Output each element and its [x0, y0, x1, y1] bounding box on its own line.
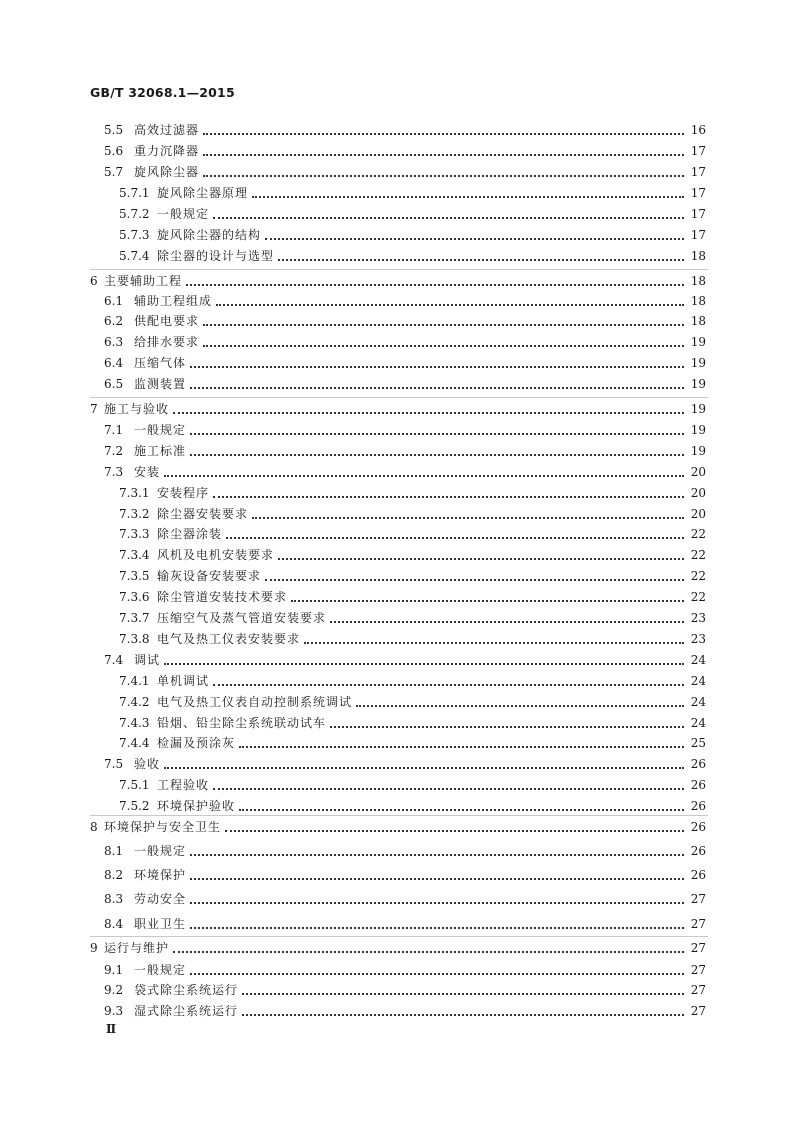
toc-entry[interactable]	[119, 713, 706, 733]
toc-entry-number: 7.3.8	[119, 632, 150, 646]
toc-entry-page: 18	[690, 249, 706, 263]
toc-dot-leader	[173, 951, 684, 953]
toc-entry[interactable]	[119, 246, 706, 266]
toc-entry-title: 旋风除尘器原理	[157, 186, 249, 200]
toc-entry[interactable]	[104, 841, 706, 861]
toc-entry-page: 24	[690, 653, 706, 667]
toc-entry[interactable]	[104, 980, 706, 1000]
toc-entry-title: 安装程序	[157, 486, 210, 500]
toc-entry[interactable]	[104, 960, 706, 980]
toc-entry-title: 一般规定	[134, 963, 187, 977]
toc-entry[interactable]	[119, 183, 706, 203]
toc-entry-number: 6.2	[104, 314, 124, 328]
toc-dot-leader	[252, 196, 684, 198]
toc-entry-title: 铅烟、铅尘除尘系统联动试车	[157, 716, 327, 730]
toc-entry-page: 18	[690, 314, 706, 328]
toc-entry-page: 20	[690, 465, 706, 479]
toc-entry-number: 5.7.1	[119, 186, 150, 200]
toc-dot-leader	[190, 854, 684, 856]
toc-entry-title: 电气及热工仪表自动控制系统调试	[157, 695, 353, 709]
toc-entry-title: 工程验收	[157, 778, 210, 792]
toc-entry-title: 检漏及预涂灰	[157, 736, 236, 750]
toc-entry-title: 安装	[134, 465, 161, 479]
toc-entry-title: 风机及电机安装要求	[157, 548, 275, 562]
toc-entry-page: 20	[690, 486, 706, 500]
toc-entry-title: 职业卫生	[134, 917, 187, 931]
toc-entry-page: 19	[690, 356, 706, 370]
toc-dot-leader	[225, 830, 684, 832]
toc-entry-number: 7	[90, 402, 98, 416]
toc-entry-page: 26	[690, 844, 706, 858]
toc-entry-page: 17	[690, 228, 706, 242]
toc-entry-number: 7.2	[104, 444, 124, 458]
toc-entry-number: 7.5.2	[119, 799, 150, 813]
toc-entry-number: 5.7	[104, 165, 124, 179]
chapter-divider	[90, 269, 708, 270]
toc-entry-title: 单机调试	[157, 674, 210, 688]
toc-entry[interactable]	[104, 420, 706, 440]
toc-entry[interactable]	[104, 754, 706, 774]
toc-entry-title: 环境保护	[134, 868, 187, 882]
toc-entry-page: 19	[690, 423, 706, 437]
toc-dot-leader	[265, 579, 684, 581]
toc-entry-page: 23	[690, 611, 706, 625]
toc-entry-title: 袋式除尘系统运行	[134, 983, 239, 997]
toc-entry-number: 7.3.3	[119, 527, 150, 541]
toc-entry-title: 供配电要求	[134, 314, 200, 328]
toc-entry[interactable]	[119, 566, 706, 586]
toc-entry-title: 劳动安全	[134, 892, 187, 906]
toc-entry-page: 19	[690, 444, 706, 458]
toc-entry-page: 27	[690, 983, 706, 997]
toc-entry-page: 17	[690, 165, 706, 179]
toc-dot-leader	[164, 767, 684, 769]
toc-entry-page: 27	[690, 1004, 706, 1018]
toc-entry-page: 26	[690, 799, 706, 813]
toc-entry[interactable]	[104, 441, 706, 461]
toc-entry[interactable]	[90, 938, 706, 958]
toc-entry-page: 17	[690, 207, 706, 221]
toc-entry-number: 7.3.4	[119, 548, 150, 562]
toc-entry[interactable]	[119, 608, 706, 628]
toc-dot-leader	[203, 345, 684, 347]
toc-entry[interactable]	[119, 545, 706, 565]
toc-entry-page: 26	[690, 820, 706, 834]
toc-entry-title: 湿式除尘系统运行	[134, 1004, 239, 1018]
toc-entry[interactable]	[119, 524, 706, 544]
toc-entry-page: 19	[690, 335, 706, 349]
toc-entry-page: 24	[690, 674, 706, 688]
toc-entry-title: 重力沉降器	[134, 144, 200, 158]
toc-dot-leader	[203, 133, 684, 135]
toc-dot-leader	[213, 684, 684, 686]
toc-entry-title: 除尘管道安装技术要求	[157, 590, 288, 604]
toc-entry-title: 辅助工程组成	[134, 294, 213, 308]
toc-entry-number: 7.5.1	[119, 778, 150, 792]
toc-dot-leader	[304, 642, 684, 644]
toc-dot-leader	[242, 1014, 684, 1016]
toc-entry-number: 7.3.1	[119, 486, 150, 500]
toc-entry-title: 环境保护验收	[157, 799, 236, 813]
chapter-divider	[90, 936, 708, 937]
toc-entry-title: 施工与验收	[104, 402, 170, 416]
toc-entry-number: 5.6	[104, 144, 124, 158]
toc-entry[interactable]	[104, 291, 706, 311]
toc-dot-leader	[242, 993, 684, 995]
toc-entry-title: 施工标准	[134, 444, 187, 458]
toc-entry-title: 输灰设备安装要求	[157, 569, 262, 583]
toc-entry-page: 16	[690, 123, 706, 137]
toc-entry-number: 7.4	[104, 653, 124, 667]
toc-entry-page: 24	[690, 716, 706, 730]
toc-entry-page: 27	[690, 892, 706, 906]
toc-entry[interactable]	[104, 1001, 706, 1021]
toc-entry[interactable]	[104, 332, 706, 352]
toc-entry-title: 运行与维护	[104, 941, 170, 955]
chapter-divider	[90, 815, 708, 816]
toc-entry[interactable]	[104, 120, 706, 140]
toc-entry-title: 除尘器安装要求	[157, 507, 249, 521]
toc-entry[interactable]	[104, 141, 706, 161]
toc-entry[interactable]	[119, 796, 706, 816]
toc-dot-leader	[252, 517, 684, 519]
toc-entry-page: 26	[690, 778, 706, 792]
toc-entry-page: 22	[690, 569, 706, 583]
toc-entry-page: 24	[690, 695, 706, 709]
toc-entry-number: 7.4.4	[119, 736, 150, 750]
toc-entry[interactable]	[119, 504, 706, 524]
toc-dot-leader	[213, 217, 684, 219]
toc-entry[interactable]	[104, 162, 706, 182]
toc-entry-title: 旋风除尘器	[134, 165, 200, 179]
toc-entry-title: 一般规定	[134, 423, 187, 437]
toc-entry-number: 7.3.2	[119, 507, 150, 521]
toc-entry-page: 26	[690, 868, 706, 882]
toc-entry-number: 5.7.3	[119, 228, 150, 242]
toc-entry-title: 给排水要求	[134, 335, 200, 349]
toc-entry[interactable]	[119, 483, 706, 503]
toc-entry[interactable]	[104, 353, 706, 373]
toc-entry-number: 7.4.2	[119, 695, 150, 709]
toc-entry-number: 7.3.7	[119, 611, 150, 625]
toc-dot-leader	[226, 537, 684, 539]
toc-entry-page: 27	[690, 941, 706, 955]
toc-dot-leader	[203, 154, 684, 156]
toc-entry-title: 一般规定	[157, 207, 210, 221]
toc-entry-number: 9.3	[104, 1004, 124, 1018]
toc-entry-number: 5.5	[104, 123, 124, 137]
toc-entry-page: 22	[690, 548, 706, 562]
toc-entry-number: 6	[90, 274, 98, 288]
toc-entry-number: 6.3	[104, 335, 124, 349]
toc-entry-number: 9.2	[104, 983, 124, 997]
toc-dot-leader	[356, 705, 684, 707]
toc-entry-number: 7.3	[104, 465, 124, 479]
toc-dot-leader	[239, 746, 684, 748]
toc-dot-leader	[330, 621, 684, 623]
toc-dot-leader	[203, 324, 684, 326]
toc-entry[interactable]	[119, 225, 706, 245]
toc-entry-title: 验收	[134, 757, 161, 771]
toc-entry-number: 8.2	[104, 868, 124, 882]
toc-entry[interactable]	[90, 271, 706, 291]
toc-entry-page: 26	[690, 757, 706, 771]
toc-dot-leader	[190, 454, 684, 456]
toc-entry[interactable]	[119, 692, 706, 712]
toc-entry[interactable]	[104, 914, 706, 934]
toc-entry[interactable]	[104, 311, 706, 331]
toc-entry[interactable]	[119, 671, 706, 691]
toc-entry[interactable]	[119, 775, 706, 795]
toc-entry-title: 旋风除尘器的结构	[157, 228, 262, 242]
toc-entry-title: 电气及热工仪表安装要求	[157, 632, 301, 646]
toc-entry-number: 7.1	[104, 423, 124, 437]
toc-entry-number: 5.7.4	[119, 249, 150, 263]
toc-dot-leader	[239, 809, 684, 811]
toc-entry-number: 8.1	[104, 844, 124, 858]
toc-entry-title: 压缩气体	[134, 356, 187, 370]
toc-dot-leader	[164, 475, 684, 477]
toc-entry-number: 8.4	[104, 917, 124, 931]
chapter-divider	[90, 397, 708, 398]
toc-entry-title: 调试	[134, 653, 161, 667]
toc-dot-leader	[173, 412, 684, 414]
toc-entry-page: 18	[690, 274, 706, 288]
toc-dot-leader	[291, 600, 684, 602]
toc-entry-number: 9.1	[104, 963, 124, 977]
page-number: Ⅱ	[106, 1022, 117, 1036]
toc-entry-number: 7.3.6	[119, 590, 150, 604]
toc-entry[interactable]	[104, 865, 706, 885]
toc-dot-leader	[164, 663, 684, 665]
toc-entry-page: 19	[690, 402, 706, 416]
toc-dot-leader	[330, 726, 684, 728]
toc-dot-leader	[278, 558, 684, 560]
toc-entry-number: 7.4.1	[119, 674, 150, 688]
toc-entry-title: 除尘器的设计与选型	[157, 249, 275, 263]
toc-dot-leader	[190, 387, 684, 389]
toc-dot-leader	[190, 927, 684, 929]
toc-entry[interactable]	[104, 889, 706, 909]
toc-entry-number: 6.1	[104, 294, 124, 308]
toc-dot-leader	[203, 175, 684, 177]
toc-entry-page: 17	[690, 144, 706, 158]
toc-entry-number: 7.4.3	[119, 716, 150, 730]
toc-entry-page: 23	[690, 632, 706, 646]
toc-dot-leader	[216, 304, 684, 306]
toc-entry-title: 除尘器涂装	[157, 527, 223, 541]
toc-entry-title: 高效过滤器	[134, 123, 200, 137]
toc-entry-number: 5.7.2	[119, 207, 150, 221]
toc-entry[interactable]	[104, 462, 706, 482]
toc-entry[interactable]	[104, 374, 706, 394]
toc-entry[interactable]	[119, 204, 706, 224]
toc-entry-page: 27	[690, 963, 706, 977]
toc-entry-number: 7.3.5	[119, 569, 150, 583]
toc-entry-page: 22	[690, 527, 706, 541]
toc-entry-page: 18	[690, 294, 706, 308]
toc-entry-number: 9	[90, 941, 98, 955]
toc-entry-number: 6.4	[104, 356, 124, 370]
toc-entry[interactable]	[119, 629, 706, 649]
toc-entry-number: 6.5	[104, 377, 124, 391]
toc-dot-leader	[190, 902, 684, 904]
toc-entry-number: 8	[90, 820, 98, 834]
toc-dot-leader	[213, 788, 684, 790]
toc-dot-leader	[213, 496, 684, 498]
toc-entry-title: 监测装置	[134, 377, 187, 391]
toc-entry-page: 17	[690, 186, 706, 200]
toc-dot-leader	[186, 284, 684, 286]
toc-entry-title: 主要辅助工程	[104, 274, 183, 288]
document-header-code: GB/T 32068.1—2015	[90, 85, 235, 100]
toc-entry-title: 一般规定	[134, 844, 187, 858]
toc-dot-leader	[278, 259, 684, 261]
toc-dot-leader	[190, 878, 684, 880]
toc-entry-title: 环境保护与安全卫生	[104, 820, 222, 834]
toc-dot-leader	[190, 366, 684, 368]
toc-entry-page: 25	[690, 736, 706, 750]
toc-entry[interactable]	[119, 587, 706, 607]
toc-entry-number: 8.3	[104, 892, 124, 906]
toc-entry[interactable]	[104, 650, 706, 670]
toc-entry-page: 27	[690, 917, 706, 931]
toc-entry-page: 20	[690, 507, 706, 521]
toc-entry-page: 19	[690, 377, 706, 391]
toc-entry-page: 22	[690, 590, 706, 604]
toc-dot-leader	[190, 433, 684, 435]
toc-dot-leader	[190, 973, 684, 975]
toc-entry[interactable]	[90, 817, 706, 837]
toc-entry-number: 7.5	[104, 757, 124, 771]
toc-entry[interactable]	[90, 399, 706, 419]
toc-dot-leader	[265, 238, 684, 240]
toc-entry-title: 压缩空气及蒸气管道安装要求	[157, 611, 327, 625]
toc-entry[interactable]	[119, 733, 706, 753]
